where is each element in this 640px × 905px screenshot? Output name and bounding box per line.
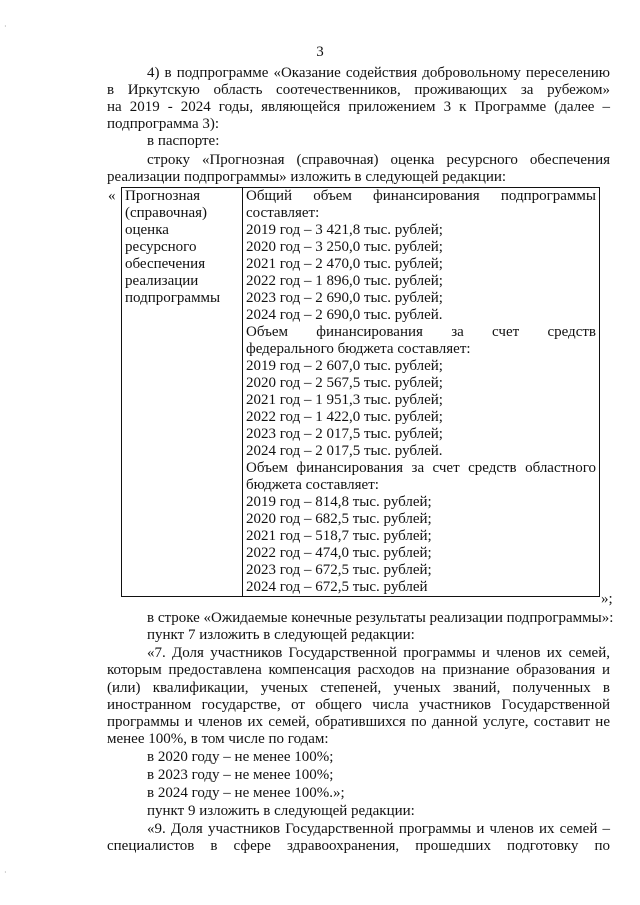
regional-year-line: 2019 год – 814,8 тыс. рублей; — [246, 494, 432, 510]
page-number: 3 — [316, 44, 324, 60]
after-table-line-1: в строке «Ожидаемые конечные результаты реализации подпрограммы»: — [147, 610, 614, 626]
intro-line-3: на 2019 - 2024 годы, являющейся приложением 3 к Программе (далее – — [107, 99, 610, 115]
item7-line-2: которым предоставлена компенсация расходов на признание образования и — [107, 662, 610, 678]
total-heading-line: составляет: — [246, 205, 320, 221]
left-line: ресурсного — [125, 239, 197, 255]
after-table-line-2: пункт 7 изложить в следующей редакции: — [147, 627, 415, 643]
total-year-line: 2019 год – 3 421,8 тыс. рублей; — [246, 222, 443, 238]
item7-line-3: (или) квалификации, ученых степеней, ученых званий, полученных в — [107, 680, 610, 696]
federal-year-line: 2021 год – 1 951,3 тыс. рублей; — [246, 392, 443, 408]
item7-line-5: программы и членов их семей, обратившихся по данной услуге, составит не — [107, 714, 610, 730]
intro-line-2: в Иркутскую область соотечественников, проживающих за рубежом» — [107, 82, 610, 98]
passport-label: в паспорте: — [147, 133, 220, 149]
federal-year-line: 2022 год – 1 422,0 тыс. рублей; — [246, 409, 443, 425]
intro-line-4: подпрограмма 3): — [107, 116, 220, 132]
total-year-line: 2021 год – 2 470,0 тыс. рублей; — [246, 256, 443, 272]
scan-mark-top: · — [4, 22, 7, 31]
left-line: обеспечения — [125, 256, 206, 272]
item7-line-6: менее 100%, в том числе по годам: — [107, 731, 329, 747]
item9-label: пункт 9 изложить в следующей редакции: — [147, 803, 415, 819]
left-line: оценка — [125, 222, 169, 238]
scan-mark-bottom: · — [4, 868, 7, 877]
left-line: подпрограммы — [125, 290, 221, 306]
left-line: Прогнозная — [125, 188, 201, 204]
total-heading-line: Общий объем финансирования подпрограммы — [246, 188, 596, 204]
item9-line-2: специалистов в сфере здравоохранения, прошедших подготовку по — [107, 838, 610, 854]
item9-line-1: «9. Доля участников Государственной программы и членов их семей – — [147, 821, 610, 837]
federal-year-line: 2019 год – 2 607,0 тыс. рублей; — [246, 358, 443, 374]
table-right-cell — [243, 188, 600, 597]
table-close-quote: »; — [601, 591, 613, 607]
regional-year-line: 2022 год – 474,0 тыс. рублей; — [246, 545, 432, 561]
federal-heading-line: Объем финансирования за счет средств — [246, 324, 596, 340]
row-intro-line-2: реализации подпрограммы» изложить в следующей редакции: — [107, 169, 507, 185]
federal-year-line: 2020 год – 2 567,5 тыс. рублей; — [246, 375, 443, 391]
regional-year-line: 2024 год – 672,5 тыс. рублей — [246, 579, 428, 595]
federal-heading-line: федерального бюджета составляет: — [246, 341, 471, 357]
table-open-quote: « — [108, 188, 116, 204]
table-row — [122, 188, 600, 597]
total-year-line: 2020 год – 3 250,0 тыс. рублей; — [246, 239, 443, 255]
item7-year-line: в 2024 году – не менее 100%.»; — [147, 785, 345, 801]
regional-heading-line: бюджета составляет: — [246, 477, 379, 493]
federal-year-line: 2023 год – 2 017,5 тыс. рублей; — [246, 426, 443, 442]
intro-line-1: 4) в подпрограмме «Оказание содействия добровольному переселению — [147, 65, 610, 81]
passport-table — [121, 187, 600, 597]
regional-year-line: 2023 год – 672,5 тыс. рублей; — [246, 562, 432, 578]
left-line: (справочная) — [125, 205, 208, 221]
item7-line-4: иностранном государстве, от общего числа участников Государственной — [107, 697, 610, 713]
item7-year-line: в 2020 году – не менее 100%; — [147, 749, 334, 765]
regional-year-line: 2021 год – 518,7 тыс. рублей; — [246, 528, 432, 544]
regional-year-line: 2020 год – 682,5 тыс. рублей; — [246, 511, 432, 527]
total-year-line: 2023 год – 2 690,0 тыс. рублей; — [246, 290, 443, 306]
item7-line-1: «7. Доля участников Государственной программы и членов их семей, — [147, 645, 610, 661]
total-year-line: 2022 год – 1 896,0 тыс. рублей; — [246, 273, 443, 289]
federal-year-line: 2024 год – 2 017,5 тыс. рублей. — [246, 443, 443, 459]
regional-heading-line: Объем финансирования за счет средств областного — [246, 460, 596, 476]
table-left-cell — [122, 188, 243, 597]
row-intro-line-1: строку «Прогнозная (справочная) оценка ресурсного обеспечения — [147, 152, 610, 168]
item7-year-line: в 2023 году – не менее 100%; — [147, 767, 334, 783]
left-line: реализации — [125, 273, 199, 289]
total-year-line: 2024 год – 2 690,0 тыс. рублей. — [246, 307, 443, 323]
